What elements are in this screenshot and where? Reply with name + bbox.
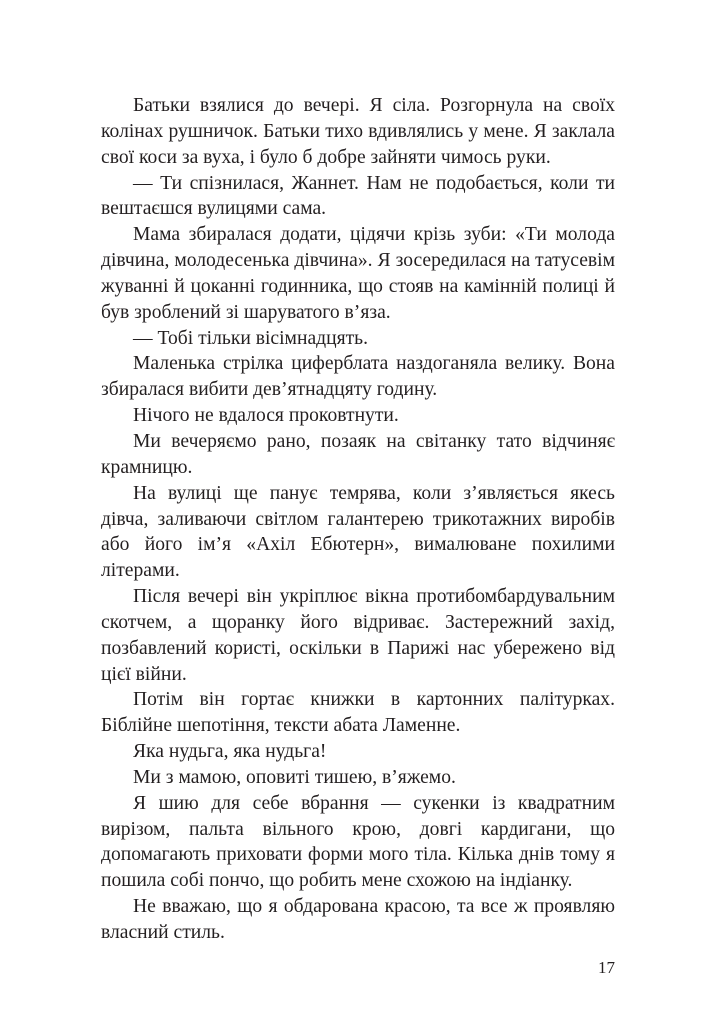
- paragraph: Яка нудьга, яка нудьга!: [133, 741, 327, 763]
- body-text: [101, 93, 615, 946]
- paragraph: Я шию для себе вбрання — сукенки із квадратним вирізом, пальта вільного крою, довгі кардигани, що допомагають приховати форми мого тіла. Кілька днів тому я пошила собі пончо, що робить мене схожою на індіанку.: [101, 792, 615, 892]
- paragraph: — Ти спізнилася, Жаннет. Нам не подобається, коли ти вештаєшся вулицями сама.: [101, 172, 615, 220]
- paragraph: — Тобі тільки вісімнадцять.: [133, 327, 369, 349]
- paragraph: Ми вечеряємо рано, позаяк на світанку тато відчиняє крамницю.: [101, 430, 615, 478]
- paragraph: На вулиці ще панує темрява, коли з’являється якесь дівча, заливаючи світлом галантерею трикотажних виробів або його ім’я «Ахіл Ебютерн», вималюване похилими літерами.: [101, 482, 615, 582]
- paragraph: Нічого не вдалося проковтнути.: [133, 405, 399, 427]
- paragraph: Мама збиралася додати, цідячи крізь зуби: «Ти молода дівчина, молодесенька дівчина». Я зосередилася на татусевім жуванні й цоканні годинника, що стояв на камінній полиці й був зроблений зі шаруватого в’яза.: [101, 224, 615, 323]
- page-number: 17: [598, 958, 615, 977]
- paragraph: Не вважаю, що я обдарована красою, та все ж проявляю власний стиль.: [101, 896, 615, 943]
- paragraph: Ми з мамою, оповиті тишею, в’яжемо.: [133, 766, 456, 788]
- paragraph: Батьки взялися до вечері. Я сіла. Розгорнула на своїх колінах рушничок. Батьки тихо вдивлялись у мене. Я заклала свої коси за вуха, і було б добре зайняти чимось руки.: [101, 95, 615, 168]
- paragraph: Потім він гортає книжки в картонних палітурках. Біблійне шепотіння, тексти абата Ламенне.: [101, 689, 615, 737]
- paragraph: Маленька стрілка циферблата наздоганяла велику. Вона збиралася вибити дев’ятнадцяту годину.: [101, 353, 615, 401]
- paragraph: Після вечері він укріплює вікна протибомбардувальним скотчем, а щоранку його відриває. Застережний захід, позбавлений користі, оскільки в Парижі нас убережено від цієї війни.: [101, 586, 615, 685]
